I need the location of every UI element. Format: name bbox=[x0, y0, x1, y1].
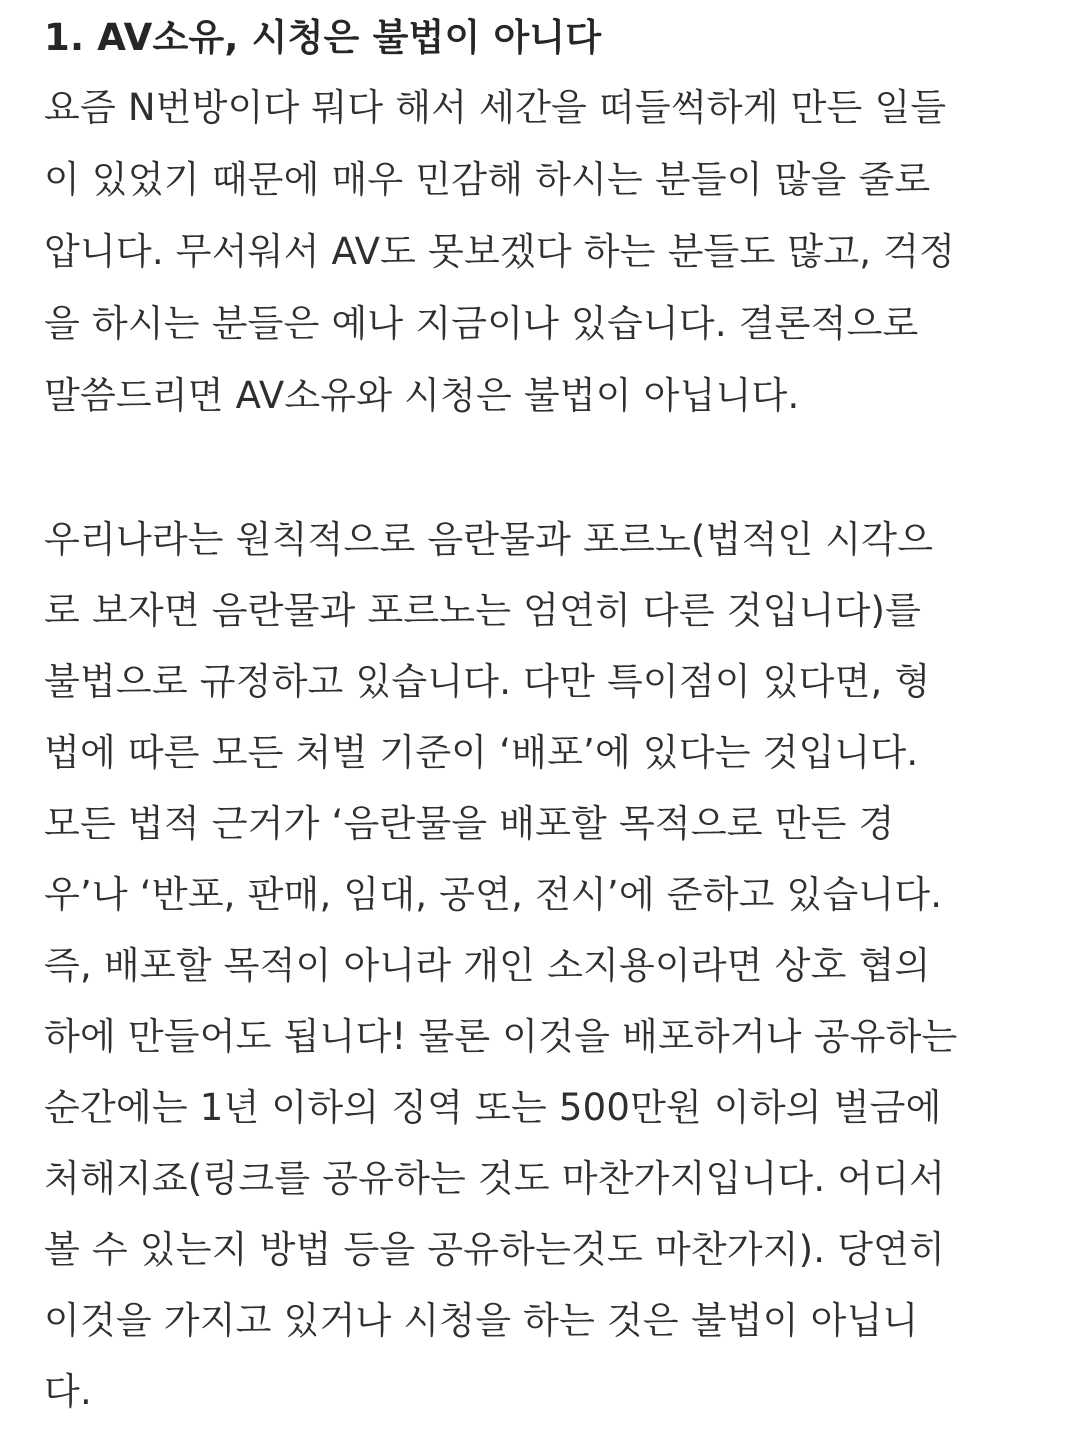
paragraph-1-line: 이 있었기 때문에 매우 민감해 하시는 분들이 많을 줄로 bbox=[44, 158, 931, 201]
paragraph-2-line: 이것을 가지고 있거나 시청을 하는 것은 불법이 아닙니 bbox=[44, 1299, 919, 1342]
paragraph-2-line: 우’나 ‘반포, 판매, 임대, 공연, 전시’에 준하고 있습니다. bbox=[44, 873, 943, 916]
paragraph-2-line: 즉, 배포할 목적이 아니라 개인 소지용이라면 상호 협의 bbox=[44, 944, 931, 987]
section-heading: 1. AV소유, 시청은 불법이 아니다 bbox=[44, 16, 602, 59]
paragraph-2-line: 모든 법적 근거가 ‘음란물을 배포할 목적으로 만든 경 bbox=[44, 802, 895, 845]
paragraph-2-line: 우리나라는 원칙적으로 음란물과 포르노(법적인 시각으 bbox=[44, 518, 934, 561]
paragraph-1-line: 요즘 N번방이다 뭐다 해서 세간을 떠들썩하게 만든 일들 bbox=[44, 86, 947, 129]
paragraph-2-line: 불법으로 규정하고 있습니다. 다만 특이점이 있다면, 형 bbox=[44, 660, 931, 703]
paragraph-2-line: 순간에는 1년 이하의 징역 또는 500만원 이하의 벌금에 bbox=[44, 1086, 942, 1129]
paragraph-1-line: 말씀드리면 AV소유와 시청은 불법이 아닙니다. bbox=[44, 374, 800, 417]
paragraph-1-line: 을 하시는 분들은 예나 지금이나 있습니다. 결론적으로 bbox=[44, 302, 919, 345]
paragraph-2-line: 다. bbox=[44, 1370, 92, 1413]
paragraph-2-line: 처해지죠(링크를 공유하는 것도 마찬가지입니다. 어디서 bbox=[44, 1157, 946, 1200]
paragraph-2-line: 하에 만들어도 됩니다! 물론 이것을 배포하거나 공유하는 bbox=[44, 1015, 958, 1058]
paragraph-2-line: 법에 따른 모든 처벌 기준이 ‘배포’에 있다는 것입니다. bbox=[44, 731, 919, 774]
paragraph-1-line: 압니다. 무서워서 AV도 못보겠다 하는 분들도 많고, 걱정 bbox=[44, 230, 956, 273]
paragraph-2-line: 볼 수 있는지 방법 등을 공유하는것도 마찬가지). 당연히 bbox=[44, 1228, 946, 1271]
paragraph-2-line: 로 보자면 음란물과 포르노는 엄연히 다른 것입니다)를 bbox=[44, 589, 922, 632]
